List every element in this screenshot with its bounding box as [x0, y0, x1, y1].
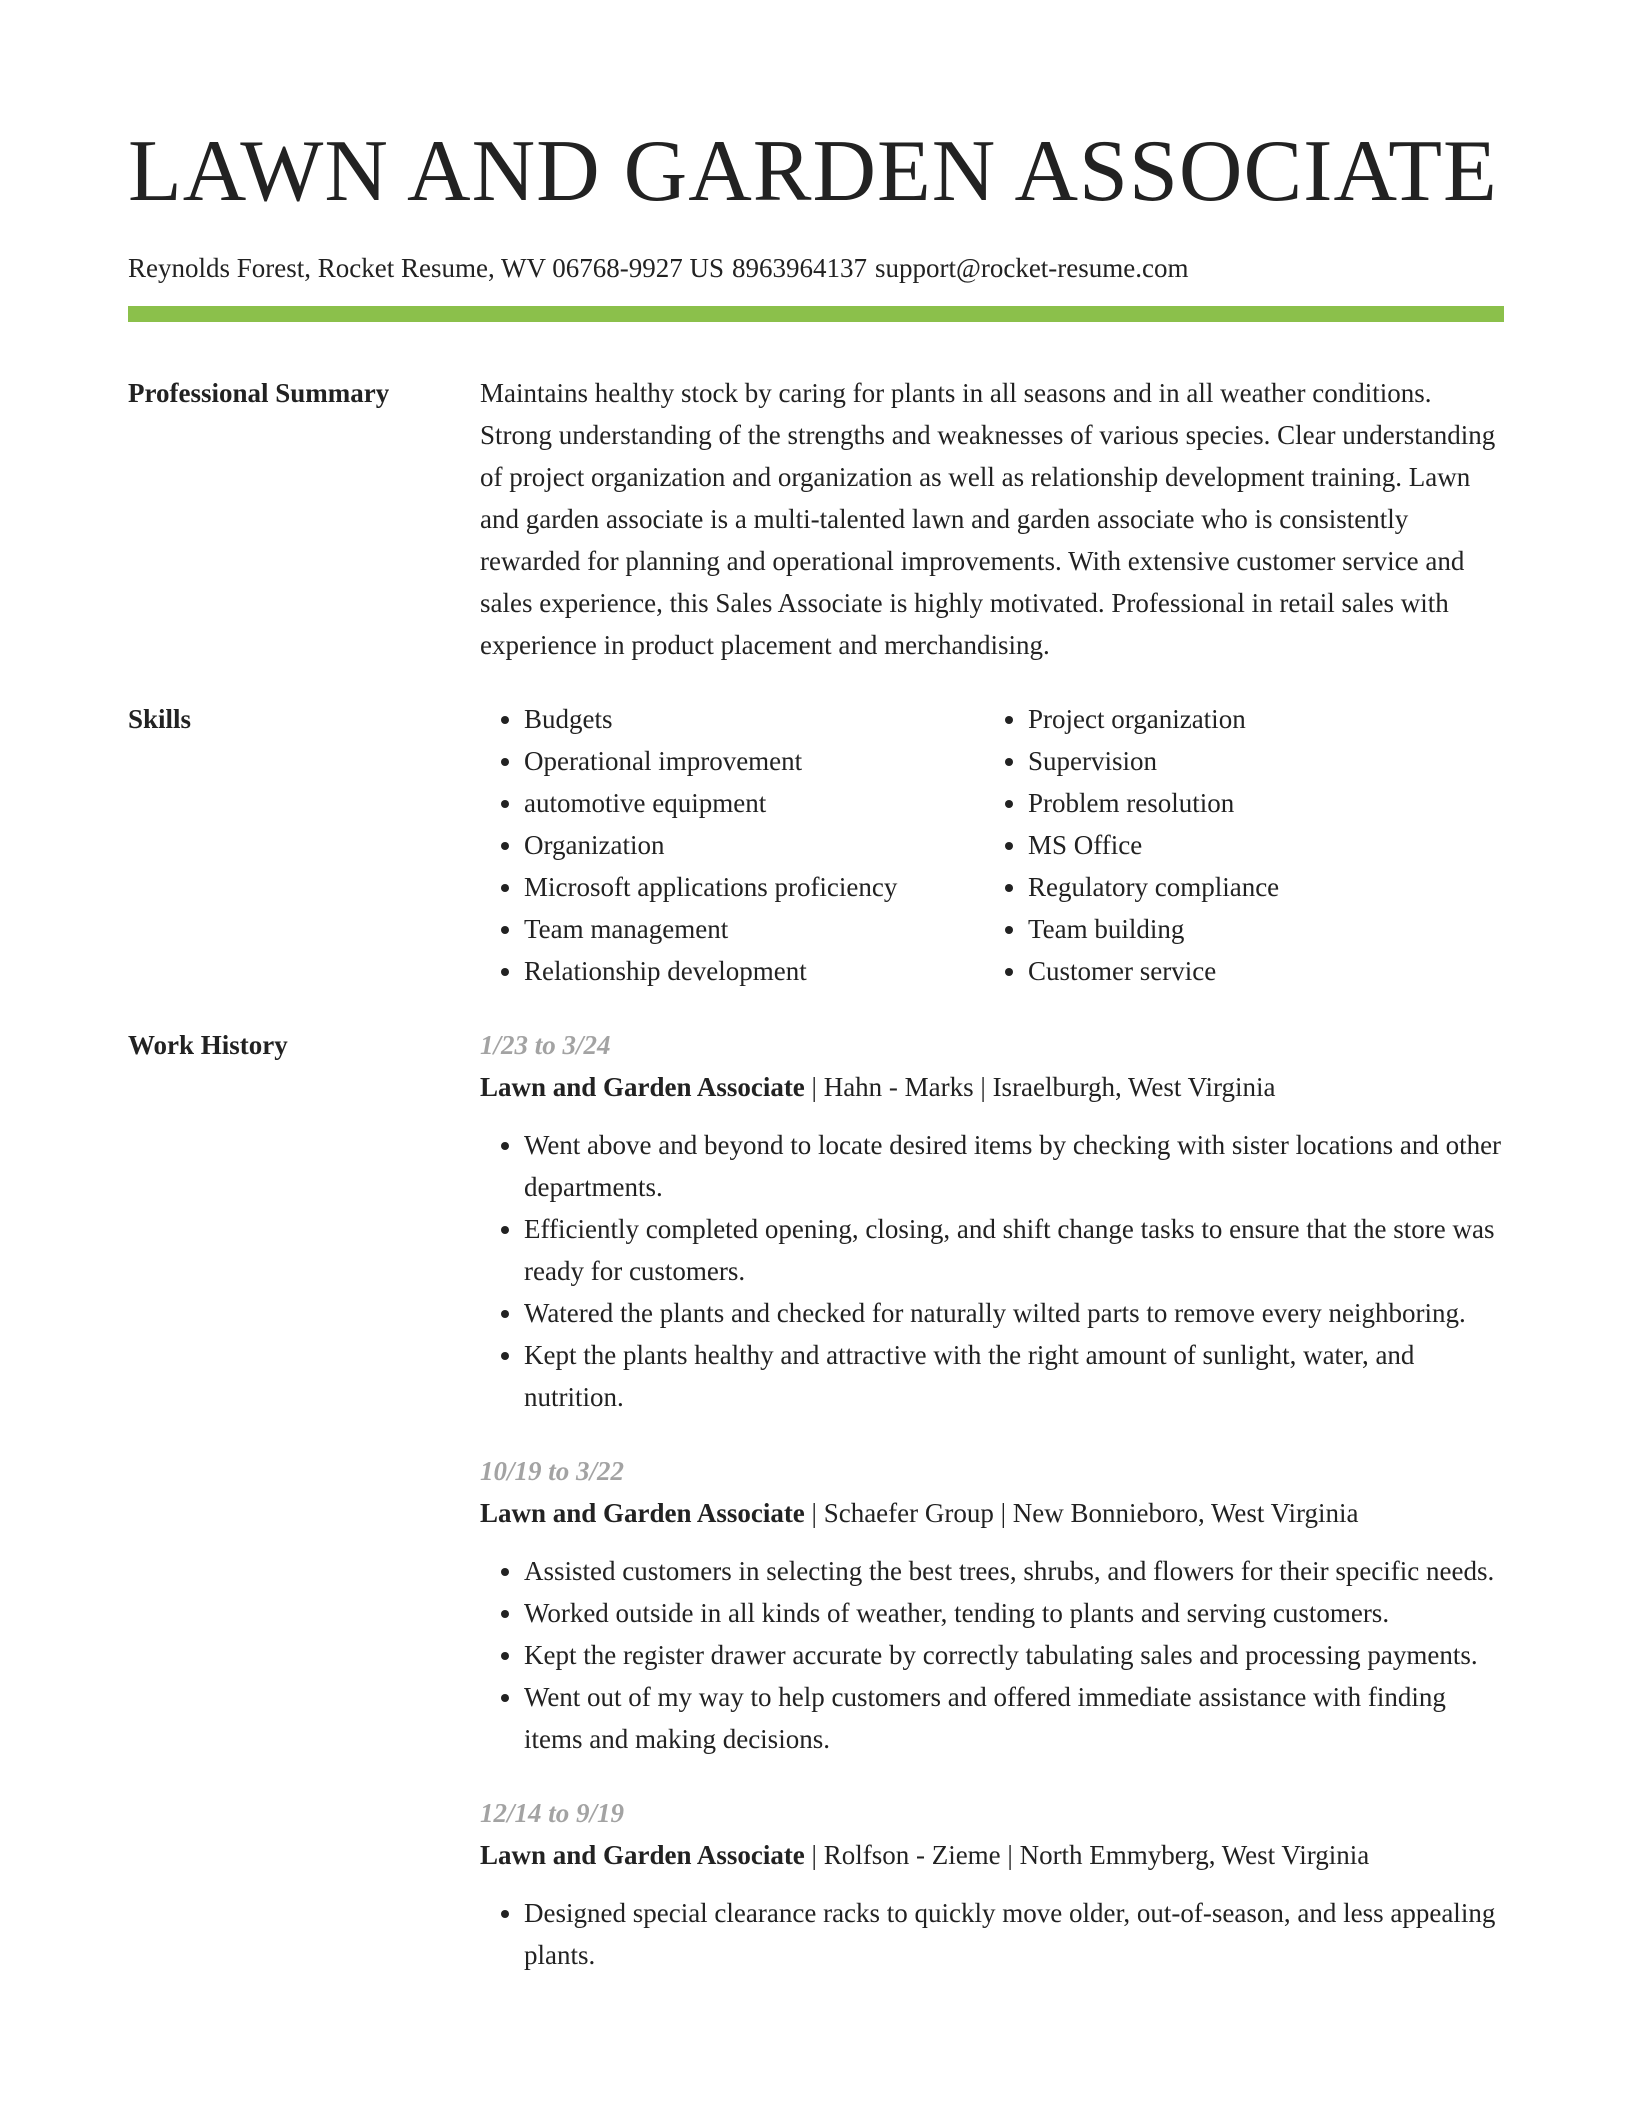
- skill-item: • Organization: [524, 824, 984, 866]
- resume-title: LAWN AND GARDEN ASSOCIATE: [128, 123, 1498, 220]
- job-bullets: [480, 1892, 1504, 1976]
- job-bullet: • Watered the plants and checked for naturally wilted parts to remove every neighboring.: [524, 1292, 1504, 1334]
- job-details: | Rolfson - Zieme | North Emmyberg, West Virginia: [804, 1840, 1370, 1870]
- job-bullet: • Kept the plants healthy and attractive with the right amount of sunlight, water, and nutrition.: [524, 1334, 1504, 1418]
- job-details: | Schaefer Group | New Bonnieboro, West Virginia: [804, 1498, 1359, 1528]
- skill-item: • MS Office: [1028, 824, 1488, 866]
- skill-item: • automotive equipment: [524, 782, 984, 824]
- skill-item: • Microsoft applications proficiency: [524, 866, 984, 908]
- skill-item: • Operational improvement: [524, 740, 984, 782]
- job-bullet: • Kept the register drawer accurate by correctly tabulating sales and processing payments.: [524, 1634, 1504, 1676]
- job-bullet: • Went above and beyond to locate desired items by checking with sister locations and other departments.: [524, 1124, 1504, 1208]
- job-heading: [480, 1066, 1504, 1108]
- professional-summary-section: [128, 372, 1504, 666]
- job-title: Lawn and Garden Associate: [480, 1498, 805, 1528]
- job-entry: [480, 1024, 1504, 1418]
- section-label-skills: Skills: [128, 704, 192, 734]
- job-heading: [480, 1834, 1504, 1876]
- job-dates: 1/23 to 3/24: [480, 1030, 611, 1060]
- job-bullet: • Assisted customers in selecting the best trees, shrubs, and flowers for their specific needs.: [524, 1550, 1504, 1592]
- skill-item: • Problem resolution: [1028, 782, 1488, 824]
- skills-grid: [480, 698, 1504, 992]
- job-bullet: • Went out of my way to help customers and offered immediate assistance with finding items and making decisions.: [524, 1676, 1504, 1760]
- job-title: Lawn and Garden Associate: [480, 1840, 805, 1870]
- job-details: | Hahn - Marks | Israelburgh, West Virginia: [804, 1072, 1276, 1102]
- skills-list-right: [984, 698, 1488, 992]
- job-bullet: • Designed special clearance racks to quickly move older, out-of-season, and less appealing plants.: [524, 1892, 1504, 1976]
- skill-item: • Relationship development: [524, 950, 984, 992]
- skill-item: • Project organization: [1028, 698, 1488, 740]
- work-history-section: [128, 1024, 1504, 2008]
- section-label-work-history: Work History: [128, 1030, 288, 1060]
- job-dates: 10/19 to 3/22: [480, 1456, 625, 1486]
- contact-email: support@rocket-resume.com: [874, 253, 1189, 283]
- skills-list-left: [480, 698, 984, 992]
- job-bullet: • Efficiently completed opening, closing, and shift change tasks to ensure that the store was ready for customers.: [524, 1208, 1504, 1292]
- summary-text: Maintains healthy stock by caring for plants in all seasons and in all weather conditions. Strong understanding of the strengths and weaknesses of various species. Clear understanding of project organization and organization as well as relationship development training. Lawn and garden associate is a multi-talented lawn and garden associate who is consistently rewarded for planning and operational improvements. With extensive customer service and sales experience, this Sales Associate is highly motivated. Professional in retail sales with experience in product placement and merchandising.: [480, 378, 1496, 660]
- job-bullets: [480, 1550, 1504, 1760]
- work-history-list: [480, 1024, 1504, 2008]
- skill-item: • Team building: [1028, 908, 1488, 950]
- skills-section: [128, 698, 1504, 992]
- section-label-summary: Professional Summary: [128, 378, 390, 408]
- job-bullets: [480, 1124, 1504, 1418]
- contact-line: [128, 250, 1504, 286]
- skill-item: • Team management: [524, 908, 984, 950]
- skill-item: • Budgets: [524, 698, 984, 740]
- contact-phone: 8963964137: [731, 253, 867, 283]
- job-title: Lawn and Garden Associate: [480, 1072, 805, 1102]
- job-entry: [480, 1450, 1504, 1760]
- skill-item: • Regulatory compliance: [1028, 866, 1488, 908]
- contact-address: Reynolds Forest, Rocket Resume, WV 06768-9927 US: [128, 253, 724, 283]
- job-dates: 12/14 to 9/19: [480, 1798, 625, 1828]
- job-heading: [480, 1492, 1504, 1534]
- job-entry: [480, 1792, 1504, 1976]
- header-divider: [128, 306, 1504, 322]
- job-bullet: • Worked outside in all kinds of weather, tending to plants and serving customers.: [524, 1592, 1504, 1634]
- resume-header: [128, 120, 1504, 322]
- skill-item: • Supervision: [1028, 740, 1488, 782]
- skill-item: • Customer service: [1028, 950, 1488, 992]
